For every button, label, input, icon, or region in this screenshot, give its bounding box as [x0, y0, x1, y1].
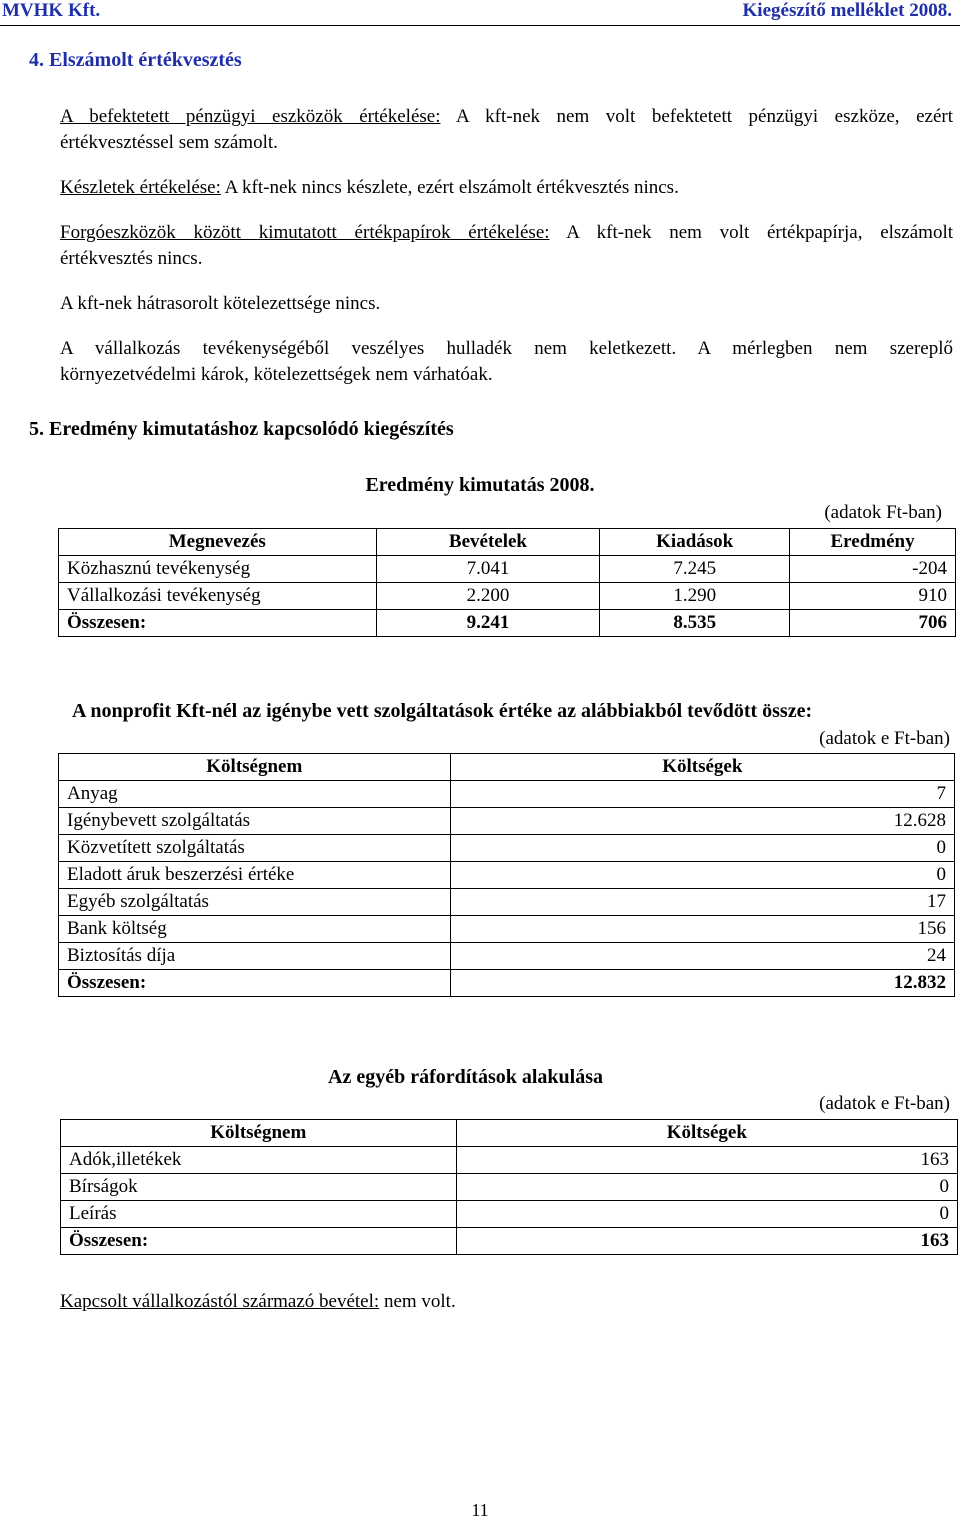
cost-cell: 7 — [450, 781, 954, 808]
table-row — [59, 835, 955, 862]
revenue-cell: 7.041 — [376, 556, 600, 583]
securities-text-cont: értékvesztés nincs. — [60, 248, 203, 269]
row-label: Egyéb szolgáltatás — [59, 889, 451, 916]
related-party-text: nem volt. — [379, 1291, 456, 1312]
row-label: Eladott áruk beszerzési értéke — [59, 862, 451, 889]
financial-assets-text-cont: értékvesztéssel sem számolt. — [60, 132, 278, 153]
cost-cell: 0 — [450, 862, 954, 889]
total-label: Összesen: — [59, 610, 377, 637]
section-4-title: 4. Elszámolt értékvesztés — [29, 49, 242, 71]
environment-text: A vállalkozás tevékenységéből veszélyes hulladék nem keletkezett. A mérlegben nem szereplő — [60, 338, 953, 359]
financial-assets-label: A befektetett pénzügyi eszközök értékelése: — [60, 106, 441, 127]
document-title: Kiegészítő melléklet 2008. — [742, 0, 952, 21]
cost-cell: 0 — [456, 1201, 957, 1228]
row-label: Közhasznú tevékenység — [59, 556, 377, 583]
cost-cell: 17 — [450, 889, 954, 916]
column-header: Bevételek — [376, 529, 600, 556]
column-header: Költségek — [456, 1120, 957, 1147]
table-row — [61, 1174, 958, 1201]
paragraph-inventory — [60, 175, 953, 201]
header-divider — [0, 25, 960, 26]
result-cell: 910 — [790, 583, 956, 610]
row-label: Bank költség — [59, 916, 451, 943]
liabilities-text: A kft-nek hátrasorolt kötelezettsége nincs. — [60, 293, 381, 314]
table-total-row — [59, 610, 956, 637]
row-label: Vállalkozási tevékenység — [59, 583, 377, 610]
services-table-title: A nonprofit Kft-nél az igénybe vett szolgáltatások értéke az alábbiakból tevődött össze: — [72, 700, 813, 722]
row-label: Igénybevett szolgáltatás — [59, 808, 451, 835]
total-revenue: 9.241 — [376, 610, 600, 637]
column-header: Kiadások — [600, 529, 790, 556]
row-label: Biztosítás díja — [59, 943, 451, 970]
table-total-row — [61, 1228, 958, 1255]
services-table — [58, 753, 955, 997]
column-header: Megnevezés — [59, 529, 377, 556]
related-party-label: Kapcsolt vállalkozástól származó bevétel: — [60, 1291, 380, 1312]
total-cost: 163 — [456, 1228, 957, 1255]
result-cell: -204 — [790, 556, 956, 583]
row-label: Közvetített szolgáltatás — [59, 835, 451, 862]
cost-cell: 24 — [450, 943, 954, 970]
column-header: Költségnem — [61, 1120, 457, 1147]
inventory-text: A kft-nek nincs készlete, ezért elszámolt értékvesztés nincs. — [220, 177, 679, 198]
company-name: MVHK Kft. — [2, 0, 101, 21]
table-total-row — [59, 970, 955, 997]
table-row — [59, 808, 955, 835]
revenue-cell: 2.200 — [376, 583, 600, 610]
expense-cell: 1.290 — [600, 583, 790, 610]
cost-cell: 12.628 — [450, 808, 954, 835]
securities-label: Forgóeszközök között kimutatott értékpapírok értékelése: — [60, 222, 550, 243]
cost-cell: 0 — [450, 835, 954, 862]
table-row — [59, 916, 955, 943]
table-row — [59, 556, 956, 583]
paragraph-liabilities — [60, 291, 953, 317]
total-label: Összesen: — [59, 970, 451, 997]
cost-cell: 0 — [456, 1174, 957, 1201]
paragraph-securities — [60, 220, 953, 272]
financial-assets-text: A kft-nek nem volt befektetett pénzügyi eszköze, ezért — [440, 106, 953, 127]
income-table-unit: (adatok Ft-ban) — [824, 502, 942, 523]
row-label: Bírságok — [61, 1174, 457, 1201]
related-party-note — [60, 1291, 456, 1313]
total-expense: 8.535 — [600, 610, 790, 637]
page-number: 11 — [471, 1500, 489, 1520]
row-label: Leírás — [61, 1201, 457, 1228]
environment-text-cont: környezetvédelmi károk, kötelezettségek nem várhatóak. — [60, 364, 493, 385]
table-row — [59, 943, 955, 970]
income-table — [58, 528, 956, 637]
column-header: Költségek — [450, 754, 954, 781]
total-cost: 12.832 — [450, 970, 954, 997]
paragraph-environment — [60, 336, 953, 388]
cost-cell: 156 — [450, 916, 954, 943]
other-expenses-table — [60, 1119, 958, 1255]
section-5-title: 5. Eredmény kimutatáshoz kapcsolódó kiegészítés — [29, 418, 454, 440]
table-row — [59, 583, 956, 610]
total-result: 706 — [790, 610, 956, 637]
column-header: Költségnem — [59, 754, 451, 781]
total-label: Összesen: — [61, 1228, 457, 1255]
securities-text: A kft-nek nem volt értékpapírja, elszámolt — [549, 222, 953, 243]
column-header: Eredmény — [790, 529, 956, 556]
table-row — [59, 862, 955, 889]
paragraph-financial-assets — [60, 104, 953, 156]
income-table-title: Eredmény kimutatás 2008. — [365, 474, 595, 496]
other-table-title: Az egyéb ráfordítások alakulása — [328, 1066, 603, 1088]
expense-cell: 7.245 — [600, 556, 790, 583]
row-label: Adók,illetékek — [61, 1147, 457, 1174]
inventory-label: Készletek értékelése: — [60, 177, 221, 198]
table-row — [61, 1201, 958, 1228]
table-header-row — [59, 754, 955, 781]
table-row — [61, 1147, 958, 1174]
table-row — [59, 781, 955, 808]
row-label: Anyag — [59, 781, 451, 808]
table-row — [59, 889, 955, 916]
table-header-row — [59, 529, 956, 556]
cost-cell: 163 — [456, 1147, 957, 1174]
table-header-row — [61, 1120, 958, 1147]
other-table-unit: (adatok e Ft-ban) — [819, 1093, 950, 1114]
services-table-unit: (adatok e Ft-ban) — [819, 728, 950, 749]
